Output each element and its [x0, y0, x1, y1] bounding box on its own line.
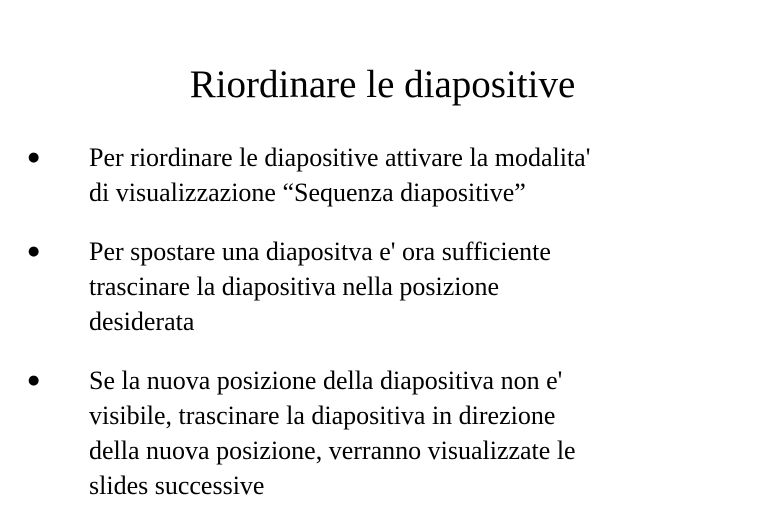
bullet-icon: ●	[28, 150, 40, 165]
bullet-item	[28, 363, 748, 503]
bullet-line: di visualizzazione “Sequenza diapositive”	[89, 178, 526, 207]
bullet-line: Per spostare una diapositva e' ora sufficiente	[89, 237, 551, 266]
bullet-list	[28, 140, 748, 503]
bullet-line: desiderata	[89, 307, 195, 336]
bullet-line: Per riordinare le diapositive attivare la modalita'	[89, 143, 591, 172]
bullet-line: trascinare la diapositiva nella posizione	[89, 272, 500, 301]
slide-title: Riordinare le diapositive	[189, 63, 576, 106]
bullet-item	[28, 234, 748, 339]
bullet-line: slides successive	[89, 471, 265, 500]
bullet-icon: ●	[28, 244, 40, 259]
bullet-item	[28, 140, 748, 210]
bullet-line: Se la nuova posizione della diapositiva non e'	[89, 366, 563, 395]
bullet-line: visibile, trascinare la diapositiva in direzione	[89, 401, 556, 430]
bullet-icon: ●	[28, 373, 40, 388]
bullet-line: della nuova posizione, verranno visualizzate le	[89, 436, 576, 465]
